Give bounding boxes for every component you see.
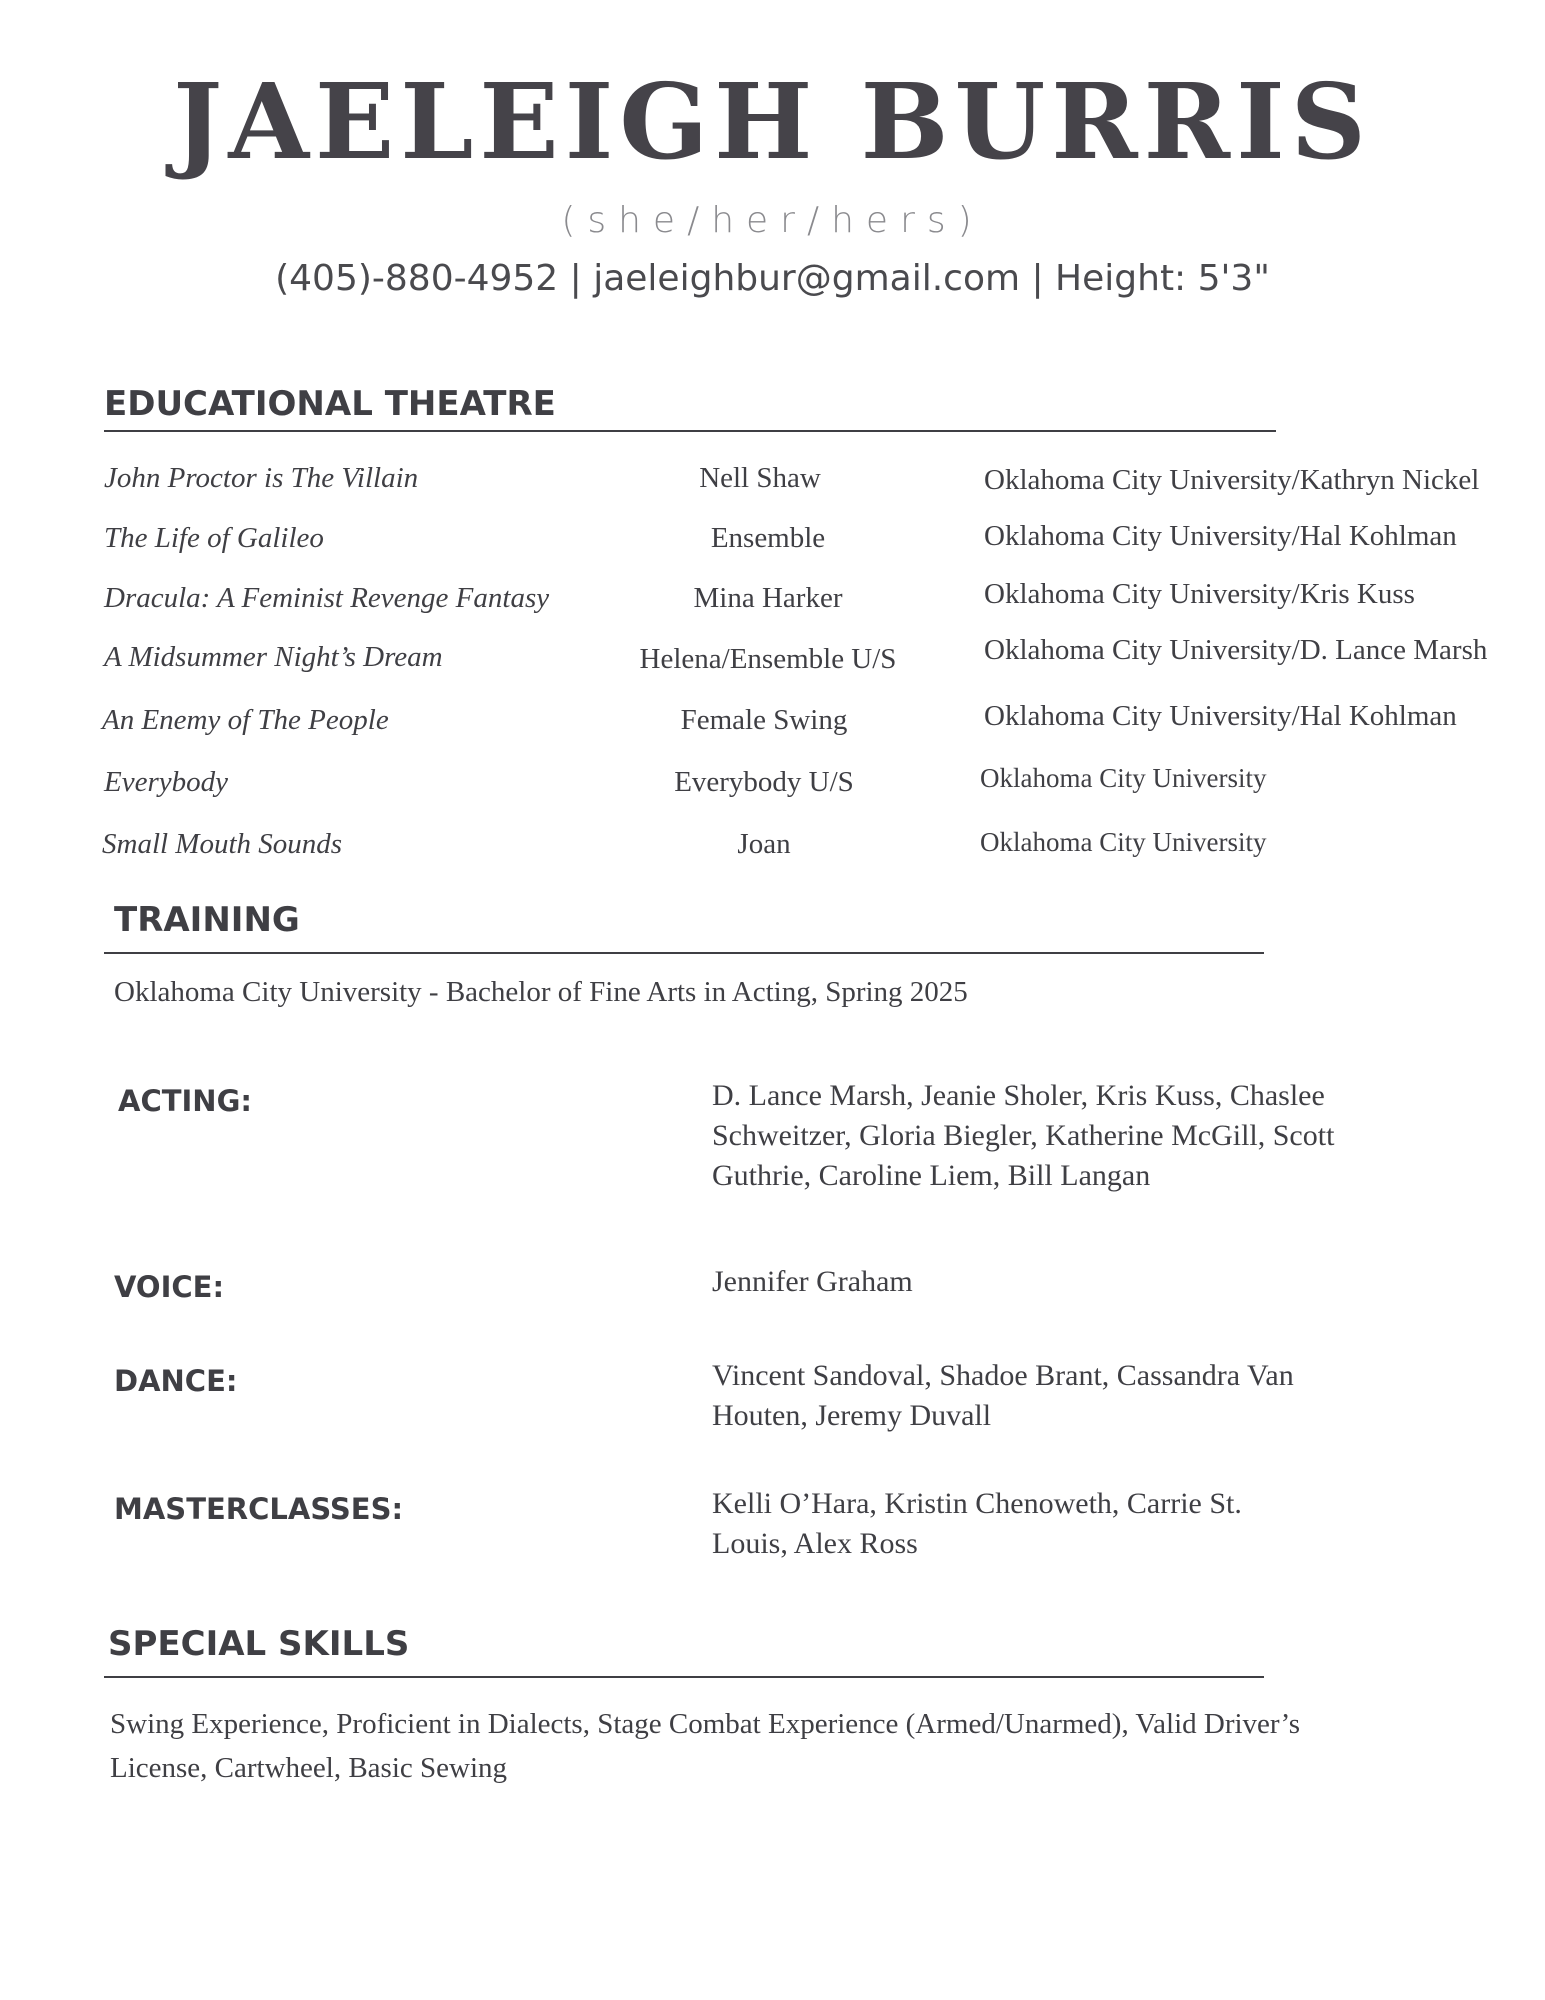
section-divider [104,430,1276,432]
special-skills-text: Swing Experience, Proficient in Dialects, Stage Combat Experience (Armed/Unarmed), Valid Driver’s License, Cartwheel, Basic Sewing [110,1708,1300,1784]
credit-show: The Life of Galileo [104,522,324,554]
training-value-masterclasses: Kelli O’Hara, Kristin Chenoweth, Carrie St. Louis, Alex Ross [712,1487,1242,1560]
training-label-acting: ACTING: [118,1084,252,1118]
credit-show: Everybody [104,766,228,798]
training-value-voice: Jennifer Graham [712,1265,913,1298]
credit-role: Joan [737,828,791,860]
training-label-masterclasses: MASTERCLASSES: [114,1492,404,1526]
credit-show: Small Mouth Sounds [102,828,343,860]
credit-venue: Oklahoma City University/Kris Kuss [984,578,1415,610]
section-title-special-skills: SPECIAL SKILLS [108,1624,410,1664]
credit-role: Nell Shaw [699,462,821,494]
credit-venue: Oklahoma City University [980,827,1267,857]
section-divider [104,952,1264,954]
section-title-educational-theatre: EDUCATIONAL THEATRE [104,384,556,424]
credit-role: Ensemble [710,522,826,554]
credit-show: Dracula: A Feminist Revenge Fantasy [104,582,550,614]
section-divider [104,1676,1264,1678]
pronouns: (she/her/hers) [561,200,984,241]
credit-role: Helena/Ensemble U/S [639,643,897,675]
resume-name: JAELEIGH BURRIS [173,60,1372,183]
credit-show: An Enemy of The People [102,704,389,736]
training-label-voice: VOICE: [114,1270,225,1304]
credit-venue: Oklahoma City University/Hal Kohlman [984,700,1457,732]
training-degree: Oklahoma City University - Bachelor of Fine Arts in Acting, Spring 2025 [114,976,968,1008]
section-title-training: TRAINING [114,900,300,940]
credit-venue: Oklahoma City University/Hal Kohlman [984,520,1457,552]
credit-role: Mina Harker [693,582,843,614]
credit-venue: Oklahoma City University [980,763,1267,793]
credit-show: John Proctor is The Villain [104,462,419,494]
credit-venue: Oklahoma City University/D. Lance Marsh [984,634,1488,666]
training-label-dance: DANCE: [114,1364,238,1398]
credit-role: Everybody U/S [674,766,854,798]
contact-info: (405)-880-4952 | jaeleighbur@gmail.com | Height: 5'3" [275,258,1270,299]
training-value-acting: D. Lance Marsh, Jeanie Sholer, Kris Kuss, Chaslee Schweitzer, Gloria Biegler, Katherine McGill, Scott Guthrie, Caroline Liem, Bill Langan [712,1079,1335,1192]
credit-venue: Oklahoma City University/Kathryn Nickel [984,464,1480,496]
credit-role: Female Swing [680,704,848,736]
credit-show: A Midsummer Night’s Dream [104,641,443,673]
training-value-dance: Vincent Sandoval, Shadoe Brant, Cassandra Van Houten, Jeremy Duvall [712,1359,1294,1432]
